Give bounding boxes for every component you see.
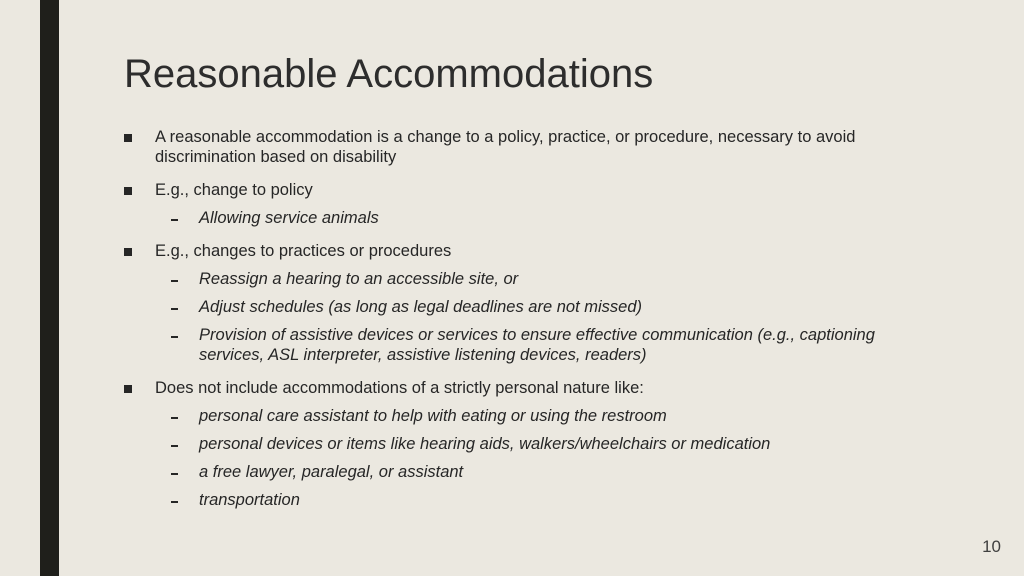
sub-bullet-item (124, 490, 924, 510)
dash-bullet-icon (171, 336, 178, 338)
dash-bullet-icon (171, 308, 178, 310)
dash-bullet-icon (171, 280, 178, 282)
sub-bullet-item (124, 434, 924, 454)
bullet-text: E.g., changes to practices or procedures (155, 242, 452, 260)
dash-bullet-icon (171, 445, 178, 447)
square-bullet-icon (124, 385, 132, 393)
bullet-text: A reasonable accommodation is a change to a policy, practice, or procedure, necessary to avoid discrimination based on disability (155, 128, 856, 166)
sub-bullet-text: Provision of assistive devices or services to ensure effective communication (e.g., captioning services, ASL interpreter, assistive listening devices, readers) (199, 326, 875, 364)
square-bullet-icon (124, 134, 132, 142)
bullet-list (124, 127, 924, 510)
square-bullet-icon (124, 248, 132, 256)
dash-bullet-icon (171, 417, 178, 419)
bullet-item (124, 127, 924, 167)
sub-bullet-item (124, 208, 924, 228)
accent-sidebar-bar (40, 0, 59, 576)
slide-title: Reasonable Accommodations (124, 52, 654, 96)
dash-bullet-icon (171, 501, 178, 503)
sub-bullet-text: Allowing service animals (199, 209, 379, 227)
bullet-item (124, 241, 924, 365)
bullet-text: E.g., change to policy (155, 181, 313, 199)
page-number: 10 (982, 537, 1001, 556)
sub-bullet-item (124, 297, 924, 317)
sub-bullet-item (124, 462, 924, 482)
square-bullet-icon (124, 187, 132, 195)
sub-bullet-text: personal care assistant to help with eating or using the restroom (199, 407, 667, 425)
sub-bullet-text: transportation (199, 491, 300, 509)
bullet-item (124, 378, 924, 510)
sub-bullet-text: Adjust schedules (as long as legal deadlines are not missed) (199, 298, 643, 316)
sub-bullet-text: personal devices or items like hearing aids, walkers/wheelchairs or medication (199, 435, 771, 453)
dash-bullet-icon (171, 219, 178, 221)
sub-bullet-text: Reassign a hearing to an accessible site, or (199, 270, 519, 288)
dash-bullet-icon (171, 473, 178, 475)
sub-bullet-item (124, 325, 924, 365)
bullet-item (124, 180, 924, 228)
sub-bullet-item (124, 269, 924, 289)
sub-bullet-text: a free lawyer, paralegal, or assistant (199, 463, 464, 481)
bullet-text: Does not include accommodations of a strictly personal nature like: (155, 379, 644, 397)
sub-bullet-item (124, 406, 924, 426)
